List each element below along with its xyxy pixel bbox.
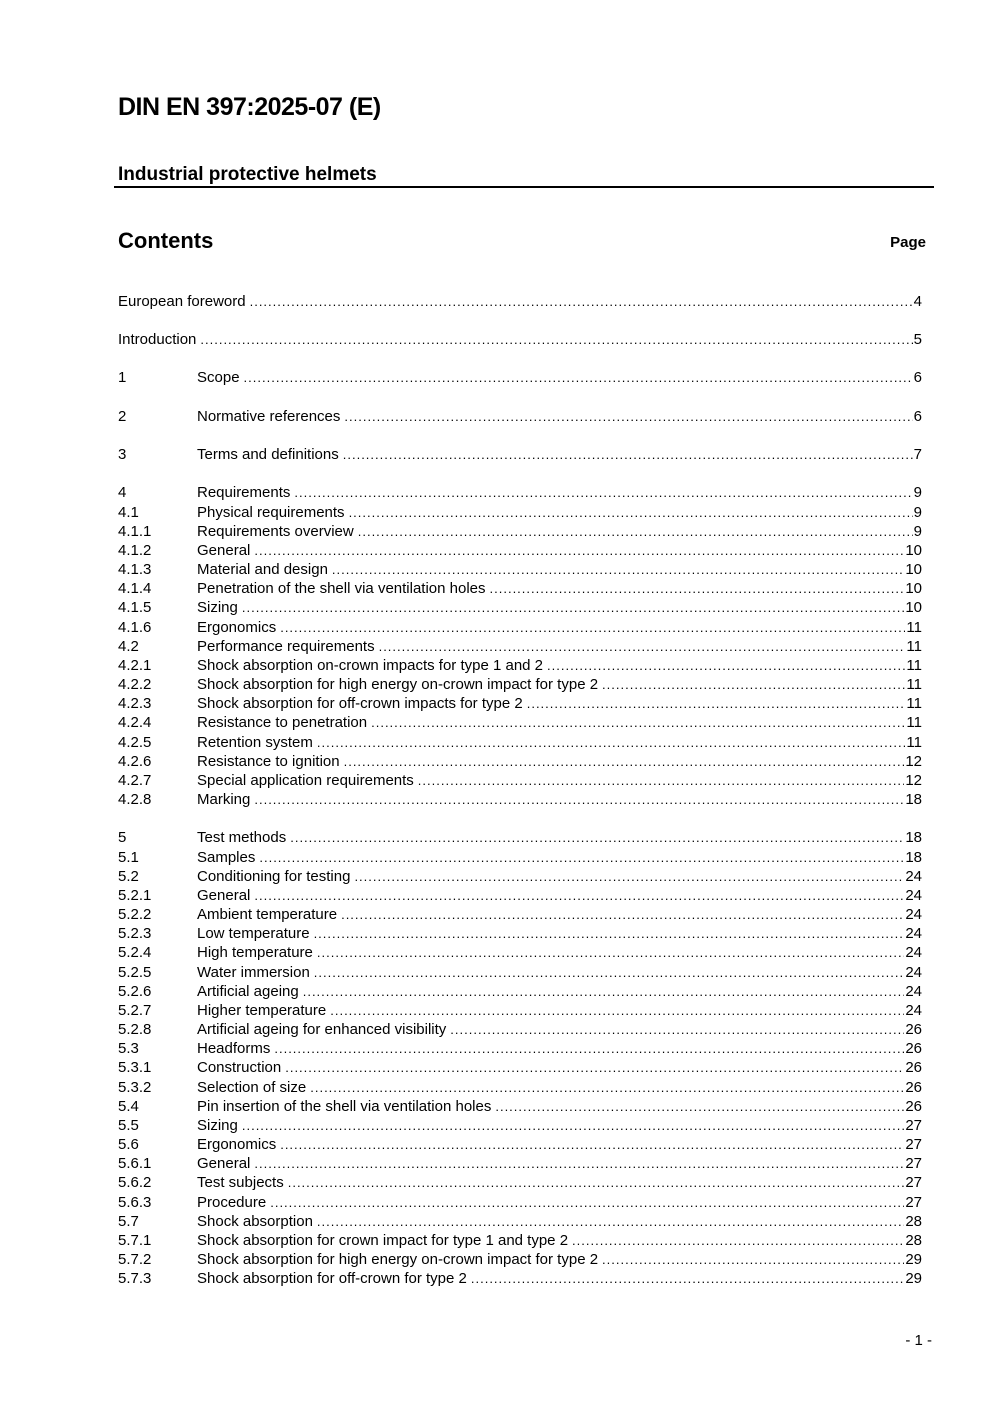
toc-section-number: 5.2.4	[118, 944, 152, 961]
toc-section-title: High temperature	[197, 944, 313, 961]
toc-page-number: 27	[905, 1174, 922, 1191]
toc-dot-leader	[259, 848, 904, 867]
contents-heading: Contents	[118, 228, 214, 253]
toc-section-title: Ambient temperature	[197, 906, 338, 923]
toc-dot-leader	[317, 733, 906, 752]
toc-entry[interactable]	[118, 407, 922, 426]
toc-section-number: 4.1.4	[118, 580, 152, 597]
toc-entry[interactable]	[118, 637, 922, 656]
toc-dot-leader	[254, 790, 904, 809]
toc-section-title: Resistance to ignition	[197, 753, 340, 770]
toc-section-number: 5.6.1	[118, 1155, 152, 1172]
toc-page-number: 27	[905, 1117, 922, 1134]
toc-entry[interactable]	[118, 694, 922, 713]
toc-dot-leader	[285, 1058, 904, 1077]
toc-page-number: 10	[905, 561, 922, 578]
toc-section-number: 5.2.7	[118, 1002, 152, 1019]
toc-section-title: Introduction	[118, 331, 197, 348]
toc-dot-leader	[280, 1135, 904, 1154]
toc-dot-leader	[418, 771, 905, 790]
toc-section-number: 4.2.6	[118, 753, 152, 770]
toc-section-number: 5.5	[118, 1117, 139, 1134]
toc-section-title: Shock absorption on-crown impacts for type 1 and 2	[197, 657, 544, 674]
toc-dot-leader	[572, 1231, 904, 1250]
toc-page-number: 6	[913, 369, 922, 386]
toc-dot-leader	[547, 656, 905, 675]
toc-page-number: 18	[905, 829, 922, 846]
toc-page-number: 28	[905, 1213, 922, 1230]
toc-section-title: Artificial ageing for enhanced visibility	[197, 1021, 447, 1038]
document-id: DIN EN 397:2025-07 (E)	[118, 93, 381, 121]
toc-section-title: Ergonomics	[197, 619, 277, 636]
toc-section-number: 4.2.3	[118, 695, 152, 712]
toc-dot-leader	[317, 943, 904, 962]
toc-entry[interactable]	[118, 1173, 922, 1192]
toc-section-title: Sizing	[197, 1117, 238, 1134]
toc-page-number: 4	[913, 293, 922, 310]
toc-entry[interactable]	[118, 733, 922, 752]
toc-section-title: Shock absorption for off-crown impacts for type 2	[197, 695, 523, 712]
toc-section-number: 5.2.2	[118, 906, 152, 923]
toc-section-title: General	[197, 542, 251, 559]
toc-dot-leader	[294, 483, 912, 502]
toc-page-number: 24	[905, 925, 922, 942]
toc-section-number: 5.7	[118, 1213, 139, 1230]
toc-entry[interactable]	[118, 368, 922, 387]
toc-section-number: 4.1	[118, 504, 139, 521]
toc-dot-leader	[200, 330, 912, 349]
toc-section-title: Low temperature	[197, 925, 310, 942]
toc-section-number: 5.1	[118, 849, 139, 866]
toc-page-number: 9	[913, 484, 922, 501]
toc-page-number: 11	[906, 657, 922, 674]
toc-section-title: Retention system	[197, 734, 313, 751]
toc-entry[interactable]	[118, 1154, 922, 1173]
toc-dot-leader	[371, 713, 905, 732]
toc-entry[interactable]	[118, 1231, 922, 1250]
toc-page-number: 24	[905, 1002, 922, 1019]
toc-section-number: 5.3.1	[118, 1059, 152, 1076]
toc-entry[interactable]	[118, 943, 922, 962]
toc-section-number: 4.2.5	[118, 734, 152, 751]
toc-dot-leader	[344, 752, 905, 771]
toc-section-title: Artificial ageing	[197, 983, 299, 1000]
toc-section-number: 2	[118, 408, 127, 425]
toc-page-number: 24	[905, 868, 922, 885]
toc-entry[interactable]	[118, 1269, 922, 1288]
toc-entry[interactable]	[118, 790, 922, 809]
toc-entry[interactable]	[118, 656, 922, 675]
toc-section-title: Shock absorption for crown impact for type 1 and type 2	[197, 1232, 569, 1249]
toc-entry[interactable]	[118, 483, 922, 502]
toc-page-number: 11	[906, 638, 922, 655]
toc-section-number: 5.7.1	[118, 1232, 152, 1249]
toc-dot-leader	[254, 541, 904, 560]
toc-dot-leader	[314, 924, 905, 943]
toc-section-number: 5.2.3	[118, 925, 152, 942]
toc-section-title: Shock absorption for high energy on-crown impact for type 2	[197, 1251, 599, 1268]
toc-entry[interactable]	[118, 848, 922, 867]
toc-dot-leader	[332, 560, 904, 579]
toc-section-number: 5.2.8	[118, 1021, 152, 1038]
toc-dot-leader	[242, 1116, 904, 1135]
toc-entry[interactable]	[118, 1135, 922, 1154]
toc-section-title: Shock absorption	[197, 1213, 313, 1230]
toc-section-title: Physical requirements	[197, 504, 345, 521]
toc-section-title: Headforms	[197, 1040, 271, 1057]
toc-section-number: 5.7.3	[118, 1270, 152, 1287]
toc-entry[interactable]	[118, 522, 922, 541]
toc-dot-leader	[602, 1250, 904, 1269]
toc-section-title: Special application requirements	[197, 772, 414, 789]
page-number: - 1 -	[905, 1332, 932, 1349]
toc-page-number: 10	[905, 542, 922, 559]
toc-entry[interactable]	[118, 1212, 922, 1231]
toc-section-number: 5.7.2	[118, 1251, 152, 1268]
toc-section-number: 4.2.8	[118, 791, 152, 808]
toc-section-title: Requirements overview	[197, 523, 354, 540]
toc-dot-leader	[330, 1001, 904, 1020]
toc-page-number: 24	[905, 964, 922, 981]
toc-dot-leader	[314, 963, 905, 982]
toc-section-title: Selection of size	[197, 1079, 307, 1096]
toc-section-title: General	[197, 1155, 251, 1172]
toc-section-number: 4.2.1	[118, 657, 152, 674]
toc-page-number: 24	[905, 906, 922, 923]
toc-dot-leader	[250, 292, 913, 311]
toc-section-number: 1	[118, 369, 127, 386]
toc-entry[interactable]	[118, 292, 922, 311]
toc-entry[interactable]	[118, 886, 922, 905]
toc-section-number: 4.1.3	[118, 561, 152, 578]
toc-section-number: 5.2.1	[118, 887, 152, 904]
toc-section-title: Conditioning for testing	[197, 868, 351, 885]
toc-page-number: 26	[905, 1021, 922, 1038]
toc-entry[interactable]	[118, 867, 922, 886]
toc-section-title: Shock absorption for off-crown for type 2	[197, 1270, 467, 1287]
toc-section-number: 5.2.5	[118, 964, 152, 981]
toc-dot-leader	[344, 407, 912, 426]
toc-entry[interactable]	[118, 1250, 922, 1269]
toc-section-title: Pin insertion of the shell via ventilation holes	[197, 1098, 492, 1115]
toc-dot-leader	[354, 867, 904, 886]
toc-page-number: 18	[905, 791, 922, 808]
toc-section-number: 4.2.7	[118, 772, 152, 789]
toc-page-number: 10	[905, 580, 922, 597]
toc-dot-leader	[280, 618, 905, 637]
toc-dot-leader	[288, 1173, 905, 1192]
toc-page-number: 11	[906, 734, 922, 751]
toc-section-number: 4.2.4	[118, 714, 152, 731]
toc-section-title: Procedure	[197, 1194, 267, 1211]
toc-page-number: 26	[905, 1098, 922, 1115]
toc-page-number: 26	[905, 1040, 922, 1057]
toc-entry[interactable]	[118, 828, 922, 847]
toc-section-number: 3	[118, 446, 127, 463]
toc-dot-leader	[471, 1269, 904, 1288]
toc-section-title: Penetration of the shell via ventilation holes	[197, 580, 486, 597]
toc-dot-leader	[527, 694, 906, 713]
toc-section-title: Marking	[197, 791, 251, 808]
toc-section-number: 4.1.5	[118, 599, 152, 616]
toc-dot-leader	[343, 445, 913, 464]
toc-section-title: Terms and definitions	[197, 446, 339, 463]
toc-entry[interactable]	[118, 1116, 922, 1135]
toc-section-number: 5.2.6	[118, 983, 152, 1000]
toc-dot-leader	[602, 675, 905, 694]
toc-section-title: Ergonomics	[197, 1136, 277, 1153]
toc-entry[interactable]	[118, 771, 922, 790]
toc-page-number: 12	[905, 753, 922, 770]
toc-section-number: 5.3	[118, 1040, 139, 1057]
toc-page-number: 12	[905, 772, 922, 789]
toc-dot-leader	[303, 982, 905, 1001]
toc-dot-leader	[341, 905, 904, 924]
toc-entry[interactable]	[118, 1078, 922, 1097]
toc-entry[interactable]	[118, 1097, 922, 1116]
toc-page-number: 11	[906, 619, 922, 636]
toc-dot-leader	[358, 522, 913, 541]
toc-entry[interactable]	[118, 675, 922, 694]
toc-entry[interactable]	[118, 503, 922, 522]
toc-section-title: Test subjects	[197, 1174, 284, 1191]
toc-entry[interactable]	[118, 752, 922, 771]
toc-section-title: Performance requirements	[197, 638, 375, 655]
toc-entry[interactable]	[118, 1058, 922, 1077]
toc-entry[interactable]	[118, 445, 922, 464]
toc-page-number: 7	[913, 446, 922, 463]
toc-dot-leader	[317, 1212, 904, 1231]
toc-section-title: Resistance to penetration	[197, 714, 368, 731]
toc-section-title: European foreword	[118, 293, 246, 310]
toc-page-number: 11	[906, 676, 922, 693]
toc-entry[interactable]	[118, 1039, 922, 1058]
toc-dot-leader	[450, 1020, 904, 1039]
toc-section-title: Scope	[197, 369, 240, 386]
toc-page-number: 24	[905, 983, 922, 1000]
toc-section-title: Sizing	[197, 599, 238, 616]
toc-section-number: 4.2	[118, 638, 139, 655]
toc-section-title: Material and design	[197, 561, 328, 578]
toc-section-title: Construction	[197, 1059, 282, 1076]
toc-dot-leader	[244, 368, 913, 387]
toc-entry[interactable]	[118, 1020, 922, 1039]
toc-section-title: Requirements	[197, 484, 291, 501]
toc-page-number: 26	[905, 1079, 922, 1096]
toc-section-number: 4.1.6	[118, 619, 152, 636]
toc-page-number: 28	[905, 1232, 922, 1249]
toc-entry[interactable]	[118, 1193, 922, 1212]
toc-section-number: 4	[118, 484, 127, 501]
toc-section-title: Shock absorption for high energy on-crown impact for type 2	[197, 676, 599, 693]
toc-page-number: 27	[905, 1136, 922, 1153]
toc-entry[interactable]	[118, 330, 922, 349]
toc-page-number: 26	[905, 1059, 922, 1076]
toc-section-number: 5	[118, 829, 127, 846]
toc-entry[interactable]	[118, 713, 922, 732]
toc-dot-leader	[379, 637, 906, 656]
toc-page-number: 29	[905, 1270, 922, 1287]
toc-entry[interactable]	[118, 541, 922, 560]
toc-section-title: Higher temperature	[197, 1002, 327, 1019]
document-title: Industrial protective helmets	[118, 164, 377, 185]
toc-page-number: 9	[913, 504, 922, 521]
toc-entry[interactable]	[118, 598, 922, 617]
toc-section-title: Samples	[197, 849, 256, 866]
toc-section-title: Normative references	[197, 408, 341, 425]
toc-page-number: 24	[905, 944, 922, 961]
toc-entry[interactable]	[118, 579, 922, 598]
toc-dot-leader	[349, 503, 913, 522]
toc-page-number: 18	[905, 849, 922, 866]
toc-entry[interactable]	[118, 618, 922, 637]
toc-entry[interactable]	[118, 560, 922, 579]
toc-page-number: 11	[906, 695, 922, 712]
toc-dot-leader	[274, 1039, 904, 1058]
toc-section-number: 4.2.2	[118, 676, 152, 693]
toc-dot-leader	[495, 1097, 904, 1116]
toc-page-number: 11	[906, 714, 922, 731]
toc-section-title: Test methods	[197, 829, 287, 846]
toc-entry[interactable]	[118, 1001, 922, 1020]
toc-entry[interactable]	[118, 982, 922, 1001]
toc-section-number: 4.1.2	[118, 542, 152, 559]
toc-entry[interactable]	[118, 905, 922, 924]
toc-page-number: 9	[913, 523, 922, 540]
toc-entry[interactable]	[118, 924, 922, 943]
toc-dot-leader	[290, 828, 904, 847]
toc-section-number: 5.4	[118, 1098, 139, 1115]
toc-page-number: 5	[913, 331, 922, 348]
toc-page-number: 6	[913, 408, 922, 425]
toc-page-number: 29	[905, 1251, 922, 1268]
toc-dot-leader	[490, 579, 905, 598]
toc-page-number: 10	[905, 599, 922, 616]
toc-dot-leader	[242, 598, 904, 617]
toc-section-title: Water immersion	[197, 964, 310, 981]
toc-entry[interactable]	[118, 963, 922, 982]
toc-section-number: 5.3.2	[118, 1079, 152, 1096]
toc-dot-leader	[254, 886, 904, 905]
page-column-heading: Page	[890, 234, 926, 251]
toc-section-number: 5.6	[118, 1136, 139, 1153]
toc-section-number: 4.1.1	[118, 523, 152, 540]
toc-section-number: 5.6.2	[118, 1174, 152, 1191]
toc-page-number: 27	[905, 1194, 922, 1211]
toc-page-number: 24	[905, 887, 922, 904]
toc-page-number: 27	[905, 1155, 922, 1172]
toc-dot-leader	[254, 1154, 904, 1173]
toc-section-title: General	[197, 887, 251, 904]
toc-dot-leader	[310, 1078, 904, 1097]
toc-dot-leader	[270, 1193, 904, 1212]
title-rule	[114, 186, 934, 188]
toc-section-number: 5.2	[118, 868, 139, 885]
toc-section-number: 5.6.3	[118, 1194, 152, 1211]
